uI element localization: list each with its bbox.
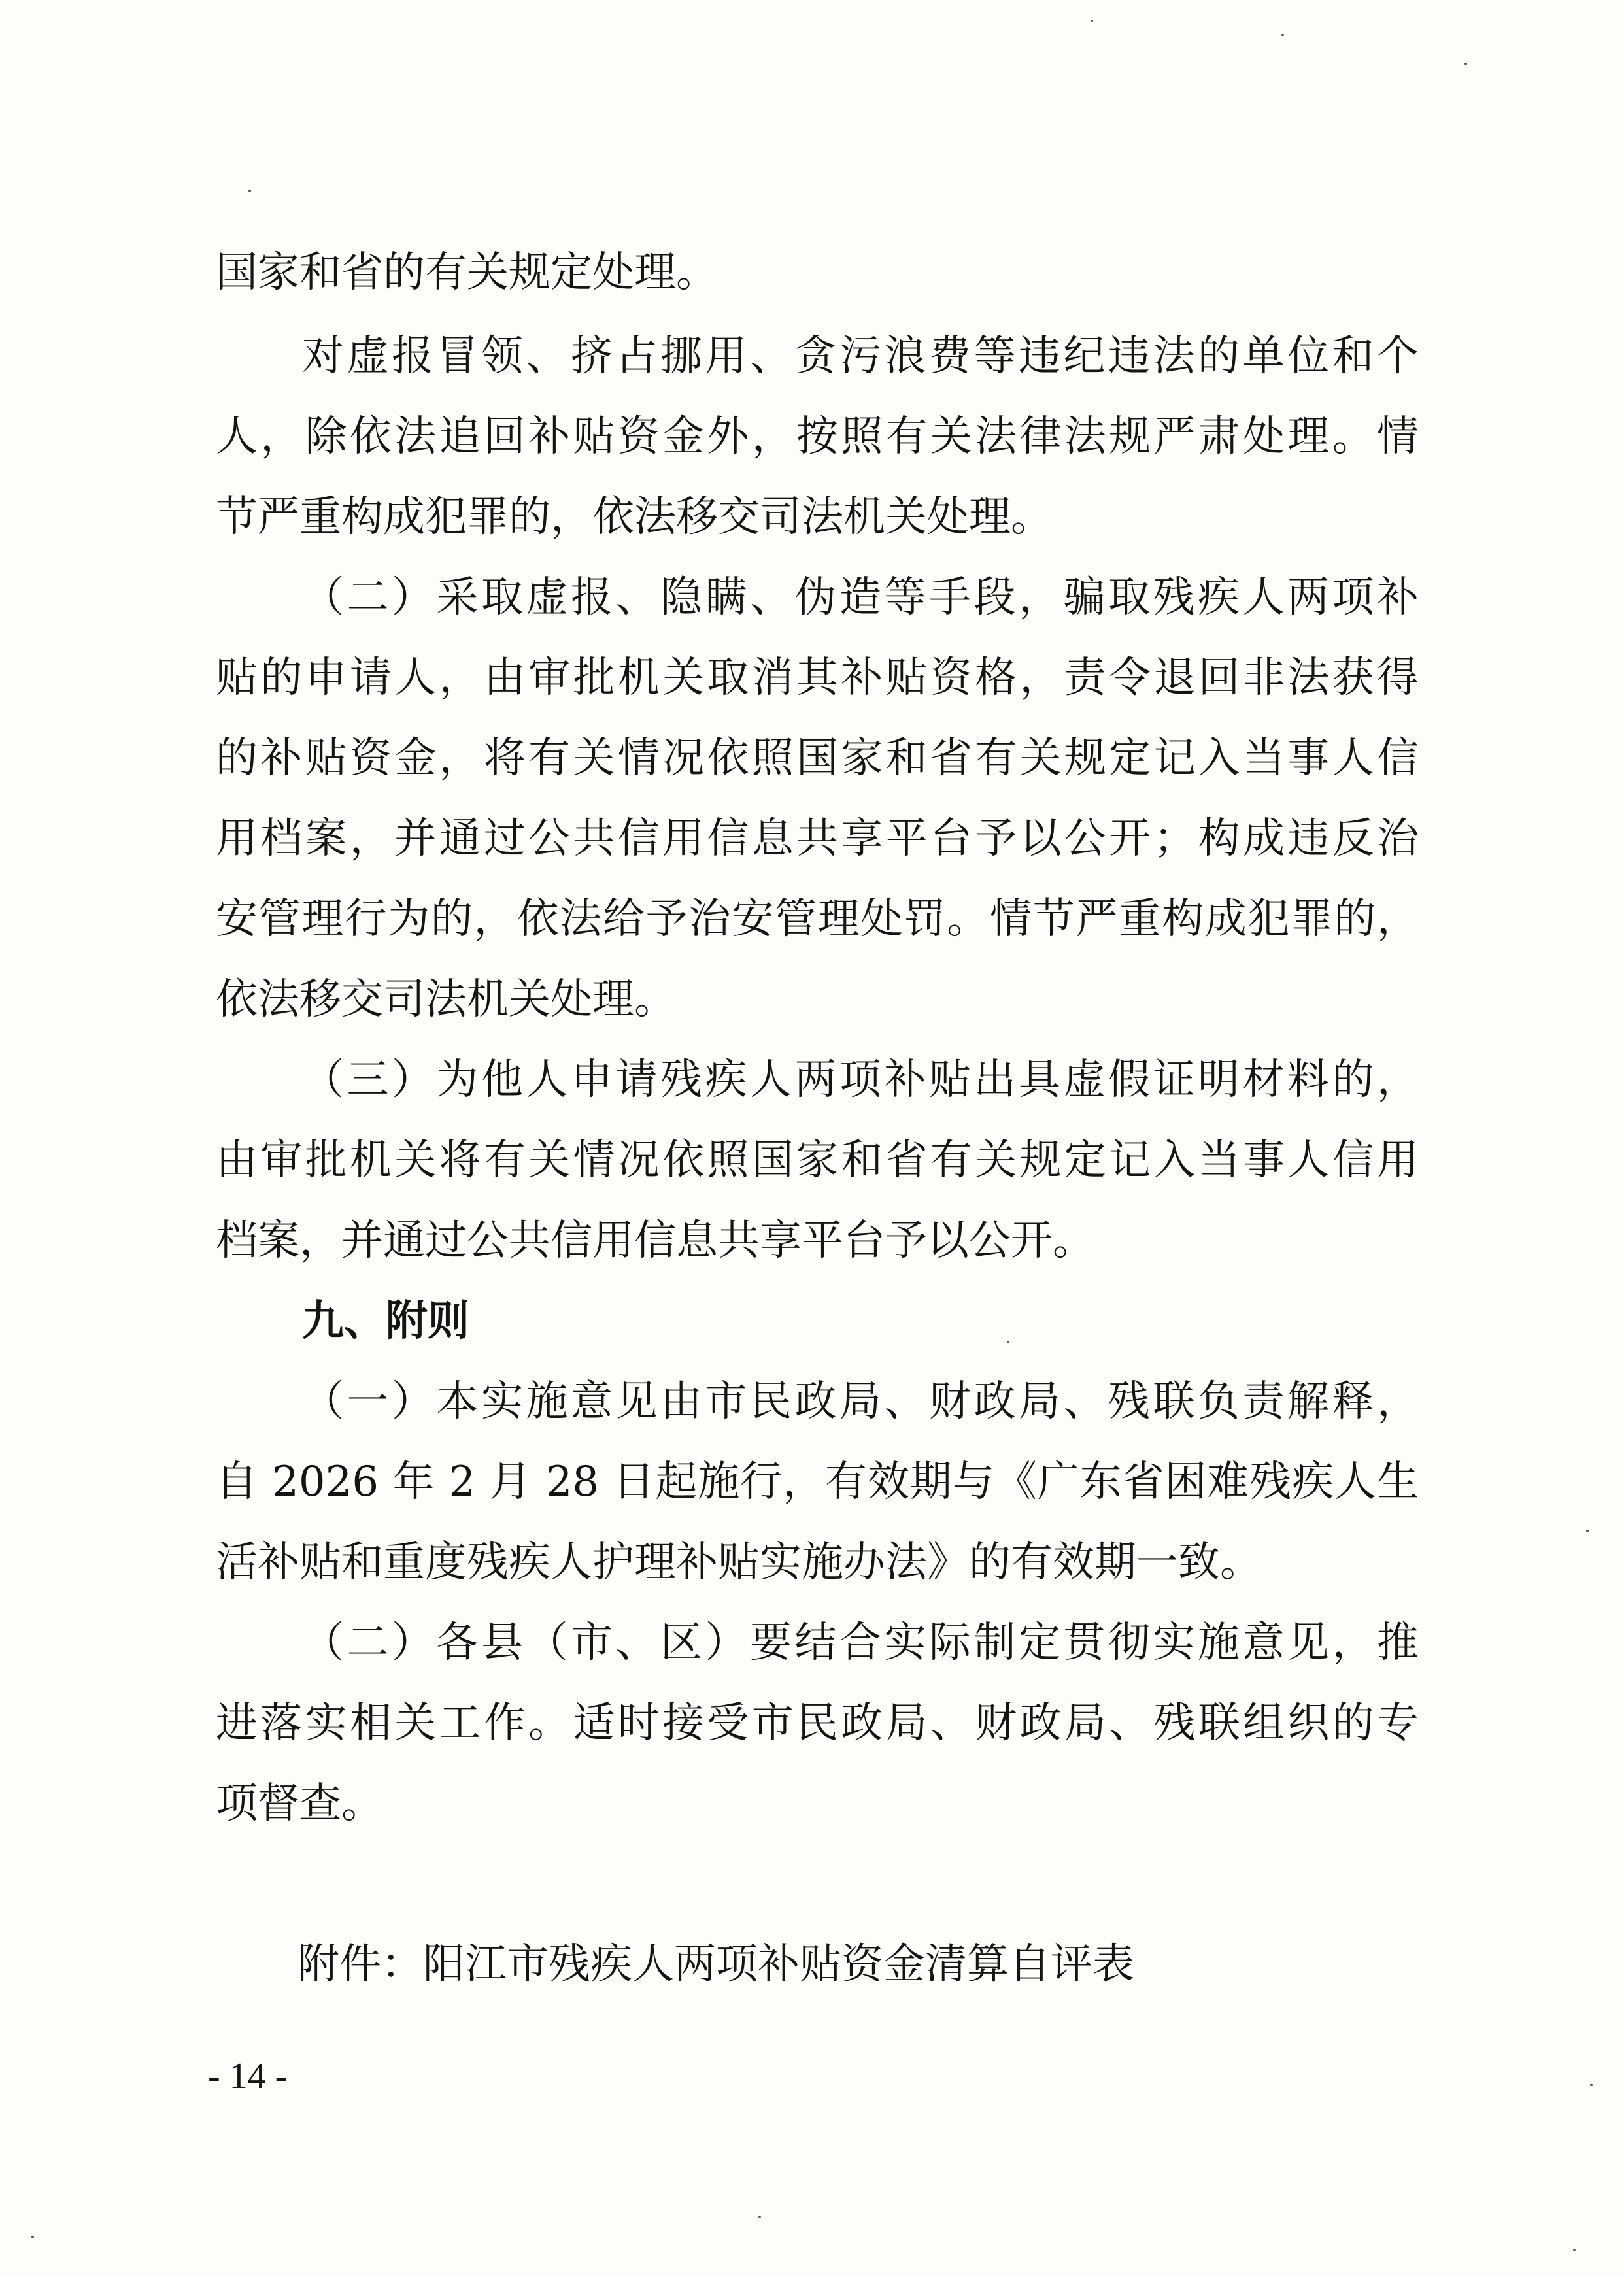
scan-speck xyxy=(1586,1530,1589,1532)
scan-speck xyxy=(1464,63,1467,65)
text-line-8: 用档案，并通过公共信用信息共享平台予以公开；构成违反治 xyxy=(216,815,1419,863)
attachment-line: 附件：阳江市残疾人两项补贴资金清算自评表 xyxy=(297,1940,1134,1989)
scan-speck xyxy=(758,2216,761,2218)
scan-speck xyxy=(1573,2249,1576,2251)
text-line-12: 由审批机关将有关情况依照国家和省有关规定记入当事人信用 xyxy=(216,1136,1419,1185)
text-line-13: 档案，并通过公共信用信息共享平台予以公开。 xyxy=(216,1217,1094,1265)
section-heading: 九、附则 xyxy=(302,1297,469,1345)
text-line-9: 安管理行为的，依法给予治安管理处罚。情节严重构成犯罪的， xyxy=(216,895,1419,943)
text-line-10: 依法移交司法机关处理。 xyxy=(216,975,676,1024)
text-line-4: 节严重构成犯罪的，依法移交司法机关处理。 xyxy=(216,493,1053,541)
scan-speck xyxy=(1007,1341,1009,1343)
text-line-16: 自 2026 年 2 月 28 日起施行，有效期与《广东省困难残疾人生 xyxy=(216,1458,1419,1506)
text-line-18: （二）各县（市、区）要结合实际制定贯彻实施意见，推 xyxy=(302,1619,1419,1667)
text-line-15: （一）本实施意见由市民政局、财政局、残联负责解释， xyxy=(302,1377,1419,1426)
text-line-19: 进落实相关工作。适时接受市民政局、财政局、残联组织的专 xyxy=(216,1699,1419,1747)
page-number: - 14 - xyxy=(208,2056,288,2097)
text-line-3: 人，除依法追回补贴资金外，按照有关法律法规严肃处理。情 xyxy=(216,413,1419,461)
text-line-11: （三）为他人申请残疾人两项补贴出具虚假证明材料的， xyxy=(302,1056,1419,1104)
text-line-2: 对虚报冒领、挤占挪用、贪污浪费等违纪违法的单位和个 xyxy=(302,332,1419,380)
scan-speck xyxy=(31,2236,34,2238)
text-line-5: （二）采取虚报、隐瞒、伪造等手段，骗取残疾人两项补 xyxy=(302,573,1419,622)
text-line-7: 的补贴资金，将有关情况依照国家和省有关规定记入当事人信 xyxy=(216,734,1419,783)
scan-speck xyxy=(1590,2084,1593,2086)
scan-speck xyxy=(1281,34,1284,36)
text-line-6: 贴的申请人，由审批机关取消其补贴资格，责令退回非法获得 xyxy=(216,654,1419,702)
scan-speck xyxy=(1091,20,1093,22)
text-line-17: 活补贴和重度残疾人护理补贴实施办法》的有效期一致。 xyxy=(216,1538,1262,1587)
scan-speck xyxy=(248,190,251,192)
text-line-20: 项督查。 xyxy=(216,1779,383,1828)
text-line-1: 国家和省的有关规定处理。 xyxy=(216,248,718,297)
